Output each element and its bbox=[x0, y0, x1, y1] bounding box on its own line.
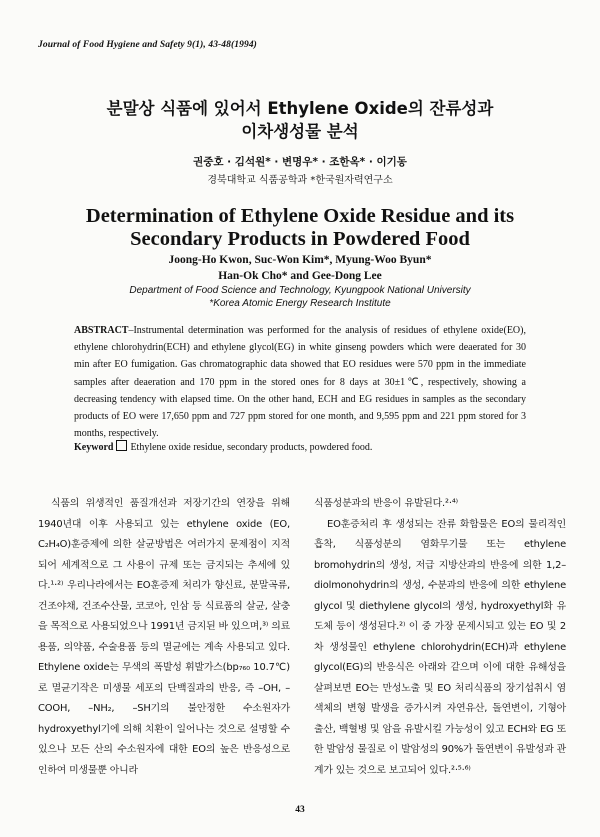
body-column-left bbox=[38, 494, 290, 781]
page-number: 43 bbox=[295, 805, 305, 815]
english-affiliation-line1: Department of Food Science and Technology, Kyungpook National University bbox=[129, 285, 471, 296]
korean-title-line1: 분말상 식품에 있어서 Ethylene Oxide의 잔류성과 bbox=[106, 99, 494, 118]
abstract-text: –Instrumental determination was performed for the analysis of residues of ethylene oxide(EO), ethylene chlorohydrin(ECH) and ethylene glycol(EG) in white ginseng powders which were deaerated for 30 min after EO fumigation. Gas chromatographic data showed that EO residues were 570 ppm in the immediate samples after deaeration and 170 ppm in the stored ones for 8 days at 30±1℃, respectively, showing a decreasing tendency with elapsed time. On the other hand, ECH and EG residues in samples as the secondary products of EO were 17,650 ppm and 727 ppm stored for one month, and 9,595 ppm and 221 ppm stored for 3 months, respectively. bbox=[74, 325, 526, 440]
english-authors bbox=[0, 252, 600, 284]
english-affiliation-line2: *Korea Atomic Energy Research Institute bbox=[209, 298, 391, 309]
english-affiliation bbox=[0, 284, 600, 310]
keyword-label: Keyword bbox=[74, 442, 114, 453]
journal-citation: Journal of Food Hygiene and Safety 9(1), 43-48(1994) bbox=[38, 40, 257, 50]
korean-authors: 권중호 · 김석원* · 변명우* · 조한옥* · 이기동 bbox=[193, 156, 407, 168]
keyword-text: Ethylene oxide residue, secondary products, powdered food. bbox=[130, 442, 373, 453]
english-title-line1: Determination of Ethylene Oxide Residue and its bbox=[85, 205, 515, 227]
body-paragraph: EO훈증처리 후 생성되는 잔류 화합물은 EO의 물리적인 흡착, 식품성분의 염화무기물 또는 ethylene bromohydrin의 생성, 저급 지방산과의 반응에 의한 1,2–diolmonohydrin의 생성, 수분과의 반응에 의한 ethylene glycol 및 diethylene glycol의 생성, hydroxyethyl화 유도체 등이 생성된다.²⁾ 이 중 가장 문제시되고 있는 EO 및 2차 생성물인 ethylene chlorohydrin(ECH)과 ethylene glycol(EG)의 반응식은 아래와 같으며 이에 대한 유해성을 살펴보면 EO는 만성노출 및 EO 처리식품의 장기섭취시 염색체의 변형 발생을 증가시켜 자연유산, 돌연변이, 기형아 출산, 백혈병 및 암을 유발시킬 가능성이 있고 ECH와 EG 또한 발암성 물질로 이 발암성의 90%가 돌연변이 유발성과 관계가 있는 것으로 보고되어 있다.²·⁵·⁶⁾ bbox=[314, 518, 566, 776]
keyword-box-icon bbox=[116, 440, 127, 451]
korean-title-line2: 이차생성물 분석 bbox=[241, 122, 359, 141]
abstract-label: ABSTRACT bbox=[74, 325, 129, 336]
keywords bbox=[74, 440, 534, 453]
korean-affiliation: 경북대학교 식품공학과 *한국원자력연구소 bbox=[207, 175, 393, 186]
english-authors-line2: Han-Ok Cho* and Gee-Dong Lee bbox=[218, 270, 382, 282]
korean-title bbox=[0, 97, 600, 143]
body-paragraph: 식품의 위생적인 품질개선과 저장기간의 연장을 위해 1940년대 이후 사용되고 있는 ethylene oxide (EO, C₂H₄O)훈증제에 의한 살균방법은 여러가지 문제점이 지적되어 세계적으로 그 사용이 규제 또는 금지되는 추세에 있다.¹·²⁾ 우리나라에서는 EO훈증제 처리가 향신료, 분말곡류, 건조야채, 건조수산물, 코코아, 인삼 등 식료품의 살균, 살충을 목적으로 사용되었으나 1991년 금지된 바 있으며,³⁾ 의료용품, 의약품, 수술용품 등의 멸균에는 계속 사용되고 있다. Ethylene oxide는 무색의 폭발성 휘발가스(bp₇₆₀ 10.7℃)로 멸균기작은 미생물 세포의 단백질과의 반응, 즉 –OH, –COOH, –NH₂, –SH기의 불안정한 수소원자가 hydroxyethyl기에 의해 치환이 일어나는 것으로 설명할 수 있으나 모든 산의 수소원자에 대한 EO의 높은 반응성으로 인하여 미생물뿐 아니라 bbox=[38, 498, 290, 776]
english-title-line2: Secondary Products in Powdered Food bbox=[130, 228, 470, 250]
body-paragraph-continued: 식품성분과의 반응이 유발된다.²·⁴⁾ bbox=[314, 498, 458, 509]
english-authors-line1: Joong-Ho Kwon, Suc-Won Kim*, Myung-Woo Byun* bbox=[168, 254, 432, 266]
abstract bbox=[74, 322, 526, 442]
english-title bbox=[0, 205, 600, 251]
body-column-right bbox=[314, 494, 566, 781]
